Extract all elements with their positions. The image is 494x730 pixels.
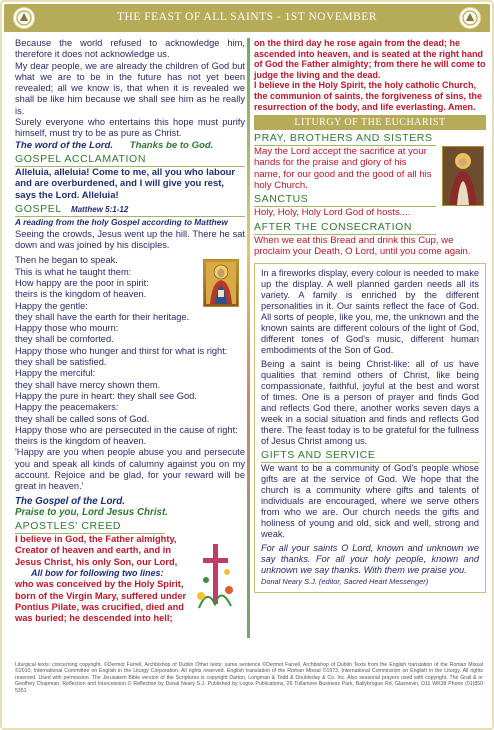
gospel-acclamation-heading: GOSPEL ACCLAMATION (15, 153, 245, 167)
gospel-line: This is what he taught them: (15, 266, 132, 277)
creed-continuation: on the third day he rose again from the dead; he ascended into heaven, and is seated at the right hand of God the Father almighty; from there he will come to judge the living and the dead. (254, 38, 486, 80)
beatitudes-block (15, 255, 245, 492)
reflection-box (254, 263, 486, 592)
gospel-line: Then he began to speak. (15, 255, 118, 266)
creed-continuation: I believe in the Holy Spirit, the holy catholic Church, the communion of saints, the forgiveness of sins, the resurrection of the body, and life everlasting. Amen. (254, 80, 483, 112)
creed-block (15, 534, 245, 624)
gospel-line: they shall be comforted. (15, 334, 114, 345)
reading-paragraph: Surely everyone who entertains this hope must purify himself, must try to be as pure as Christ. (15, 117, 245, 139)
sanctus-heading: SANCTUS (254, 193, 436, 207)
reading-paragraph: My dear people, we are already the children of God but what we are to be in the future has not yet been revealed; all we know is, that when it is revealed we shall be like him because we shall see him as he really is. (15, 60, 245, 116)
gospel-line: they shall have mercy shown them. (15, 379, 161, 390)
gospel-line: Happy the gentle: (15, 300, 88, 311)
saints-icon-image (442, 146, 484, 206)
creed-rubric: All bow for following two lines: (31, 568, 164, 579)
left-column (15, 38, 245, 625)
gospel-line: theirs is the kingdom of heaven. (15, 289, 147, 300)
logo-icon (460, 8, 480, 28)
gospel-line: Happy those who hunger and thirst for what is right: they shall be satisfied. (15, 345, 228, 368)
gospel-title: GOSPEL (15, 203, 62, 216)
consecration-text: When we eat this Bread and drink this Cup, we proclaim your Death, O Lord, until you come again. (254, 234, 471, 257)
gospel-line: Happy those who mourn: (15, 323, 119, 334)
gospel-paragraph: 'Happy are you when people abuse you and persecute you and speak all kinds of calumny against you on my account. Rejoice and be glad, for your reward will be great in heaven.' (15, 447, 245, 492)
creed-heading: APOSTLES' CREED (15, 520, 165, 534)
reflection-paragraph: In a fireworks display, every colour is needed to make up the display. A well planned garden needs all its variety. A family is enriched by the different personalities in it. Our saints reflect the face of God. All sorts of people, like you, me, the unknown and the known saints are different colours of the light of God, different tones of God's music, different human embodiments of the Son of God. (261, 268, 479, 356)
gospel-reference: Matthew 5:1-12 (70, 205, 129, 215)
gospel-heading (15, 203, 245, 217)
right-column (254, 38, 486, 593)
gospel-line: How happy are the poor in spirit: (15, 277, 149, 288)
pray-heading: PRAY, BROTHERS AND SISTERS (254, 132, 436, 146)
closing-prayer: For all your saints O Lord, known and unknown we say thanks. For all your holy people, known and unknown we say thanks. With them we praise you. (261, 543, 479, 576)
gospel-line: Happy the pure in heart: they shall see God. (15, 390, 197, 401)
praise-response: Praise to you, Lord Jesus Christ. (15, 506, 168, 518)
sanctus-text: Holy, Holy, Holy Lord God of hosts.... (254, 207, 411, 219)
thanks-response: Thanks be to God. (129, 139, 214, 151)
liturgy-eucharist-banner: LITURGY OF THE EUCHARIST (254, 115, 486, 130)
creed-text: who was conceived by the Holy Spirit, born of the Virgin Mary, suffered under Pontius Pilate, was crucified, died and was buried; he descended into hell; (15, 579, 187, 624)
gospel-line: Happy the merciful: (15, 368, 96, 379)
page-title: THE FEAST OF ALL SAINTS - 1ST NOVEMBER (117, 11, 377, 23)
gospel-line: they shall have the earth for their heritage. (15, 311, 190, 322)
header-banner (4, 4, 490, 32)
gospel-line: theirs is the kingdom of heaven. (15, 436, 147, 447)
consecration-heading: AFTER THE CONSECRATION (254, 221, 436, 235)
creed-text: I believe in God, the Father almighty, Creator of heaven and earth, and in Jesus Christ, his only Son, our Lord, (15, 534, 178, 567)
gifts-heading: GIFTS AND SERVICE (261, 449, 479, 463)
gospel-intro: A reading from the holy Gospel according to Matthew (15, 217, 228, 228)
column-divider (247, 38, 250, 638)
pray-block (254, 132, 486, 257)
gospel-line: Happy the peacemakers: (15, 402, 119, 413)
pray-text: May the Lord accept the sacrifice at your hands for the praise and glory of his name, for our good and the good of all his holy Church. (254, 146, 432, 192)
gospel-acclamation-text: Alleluia, alleluia! Come to me, all you who labour and are overburdened, and I will give you rest, says the Lord. Alleluia! (15, 166, 236, 201)
reflection-paragraph: Being a saint is being Christ-like: all of us have qualities that remind others of Christ, like being compassionate, faithful, joyful at the best and worst of times. One is a person of prayer and finds God and reflects God there, another works seven days a week in a social situation and finds and reflects God there. The feast today is to be grateful for the fullness of Jesus Christ among us. (261, 359, 479, 447)
author-signature: Donal Neary S.J. (editor, Sacred Heart Messenger) (261, 577, 429, 587)
cross-flowers-image (191, 538, 241, 618)
gospel-line: Happy those who are persecuted in the cause of right: (15, 424, 238, 435)
gospel-paragraph: Seeing the crowds, Jesus went up the hill. There he sat down and was joined by his disciples. (15, 228, 245, 251)
word-of-lord: The word of the Lord. (15, 139, 114, 151)
christ-icon-image (203, 259, 239, 307)
gospel-line: they shall be called sons of God. (15, 413, 150, 424)
reading-response (15, 140, 245, 151)
copyright-footer: Liturgical texts: concerning copyright. ©Dermot Farrell, Archbishop of Dublin Other texts: same sentence ©Dermot Farrell, Archbishop of Dublin Texts from the English translation of the Roman Missal ©2010, International Committee on English in the Liturgy Corporation. All rights reserved. English translation of the Roman Missal ©1973, International Commission on English in the Liturgy. All rights reserved. Used with permission. The Jerusalem Bible version of the Scriptures is copyright Darton, Longman & Todd & Doubleday & Co. Inc. Also seasonal prayers used with copyright. The Grail & or Geoffrey Chapman. Reflection and Intercession © Reflection by Donal Neary S.J. Published by Logos Publications, 26 Tullamore Business Park, Ballybrogue Rd, Glasnevin, D11 WK38 Phone (01)850 5351 (15, 662, 483, 694)
gifts-text: We want to be a community of God's people whose gifts are at the service of God. We hope that the church is a community where gifts and talents of individuals are encouraged, where we serve others from who we are. Our church needs the gifts and holiness of young and old, sick and well, strong and weak. (261, 463, 479, 540)
reading-paragraph: Because the world refused to acknowledge him, therefore it does not acknowledge us. (15, 38, 245, 60)
gospel-of-lord: The Gospel of the Lord. (15, 495, 125, 507)
